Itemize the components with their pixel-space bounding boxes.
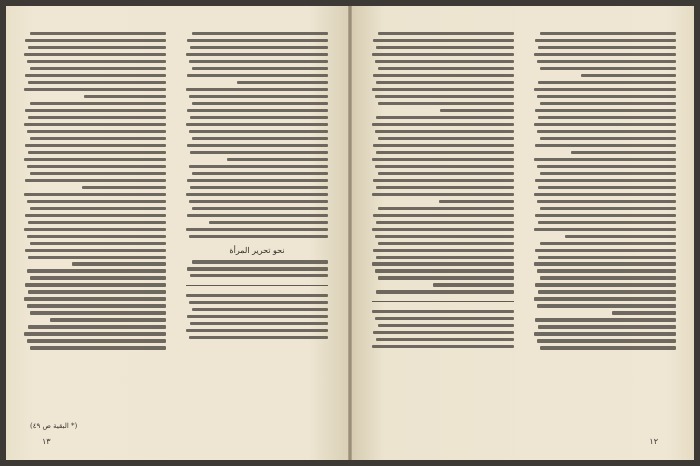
text-line [373, 214, 514, 217]
text-line [376, 290, 514, 293]
text-line [376, 338, 514, 341]
text-line [535, 39, 676, 42]
page-number-right: ١٢ [649, 437, 658, 446]
text-line [375, 60, 514, 63]
text-line [372, 88, 514, 91]
text-line [540, 137, 676, 140]
text-line [538, 81, 676, 84]
text-line [28, 325, 166, 328]
text-line [538, 46, 676, 49]
text-line [72, 262, 166, 265]
text-line [27, 339, 166, 342]
footnote-rule [372, 301, 514, 302]
text-line [237, 81, 328, 84]
text-line [50, 318, 166, 321]
text-line [186, 329, 328, 332]
text-line [537, 200, 676, 203]
book-gutter [348, 6, 352, 460]
text-line [534, 262, 676, 265]
text-line [30, 102, 166, 105]
text-line [27, 235, 166, 238]
text-line [192, 67, 328, 70]
text-line [28, 151, 166, 154]
text-line [373, 249, 514, 252]
book-spread [6, 6, 694, 460]
text-line [27, 130, 166, 133]
text-line [192, 260, 328, 263]
text-line [192, 32, 328, 35]
text-line [186, 88, 328, 91]
text-line [192, 137, 328, 140]
text-line [540, 67, 676, 70]
text-line [186, 53, 328, 56]
text-line [534, 53, 676, 56]
text-line [190, 274, 328, 277]
text-line [187, 267, 328, 270]
text-line [30, 346, 166, 349]
text-line [189, 60, 328, 63]
text-line [30, 137, 166, 140]
text-line [189, 235, 328, 238]
text-line [439, 200, 514, 203]
text-line [25, 144, 166, 147]
text-line [540, 242, 676, 245]
text-line [373, 331, 514, 334]
text-line [538, 221, 676, 224]
text-line [27, 60, 166, 63]
text-line [373, 179, 514, 182]
text-line [25, 179, 166, 182]
text-line [27, 200, 166, 203]
text-line [571, 151, 676, 154]
left-page-column-left [24, 32, 166, 420]
text-line [28, 290, 166, 293]
text-line [535, 179, 676, 182]
text-line [372, 262, 514, 265]
text-line [30, 207, 166, 210]
text-line [82, 186, 166, 189]
text-line [27, 269, 166, 272]
text-line [189, 200, 328, 203]
text-line [373, 39, 514, 42]
text-line [537, 95, 676, 98]
section-heading: نحو تحرير المرأة [229, 245, 285, 255]
text-line [28, 256, 166, 259]
text-line [209, 221, 328, 224]
text-line [24, 158, 166, 161]
text-line [25, 249, 166, 252]
text-line [24, 193, 166, 196]
text-line [24, 123, 166, 126]
text-line [190, 322, 328, 325]
text-line [534, 88, 676, 91]
text-line [372, 123, 514, 126]
page-number-left: ١٣ [42, 437, 51, 446]
text-line [24, 297, 166, 300]
text-line [25, 283, 166, 286]
text-line [565, 235, 676, 238]
text-line [535, 109, 676, 112]
text-line [192, 102, 328, 105]
text-line [378, 242, 514, 245]
text-line [375, 317, 514, 320]
text-line [378, 137, 514, 140]
text-line [375, 165, 514, 168]
text-line [186, 193, 328, 196]
text-line [376, 46, 514, 49]
text-line [190, 116, 328, 119]
right-page-column-right [534, 32, 676, 420]
text-line [378, 102, 514, 105]
text-line [187, 315, 328, 318]
text-line [28, 221, 166, 224]
text-line [187, 179, 328, 182]
text-line [24, 228, 166, 231]
text-line [25, 214, 166, 217]
footnote-marker: (* البقية ص ٤٩) [30, 422, 78, 430]
text-line [535, 318, 676, 321]
text-line [376, 81, 514, 84]
text-line [190, 46, 328, 49]
text-line [581, 74, 676, 77]
text-line [30, 242, 166, 245]
footnote-rule [186, 285, 328, 286]
text-line [192, 207, 328, 210]
text-line [190, 151, 328, 154]
text-line [372, 193, 514, 196]
text-line [28, 81, 166, 84]
text-line [27, 304, 166, 307]
text-line [378, 276, 514, 279]
right-page-column-left [372, 32, 514, 420]
text-line [189, 130, 328, 133]
text-line [30, 32, 166, 35]
text-line [187, 144, 328, 147]
text-line [190, 186, 328, 189]
text-line [27, 165, 166, 168]
text-line [30, 172, 166, 175]
text-line [433, 283, 514, 286]
text-line [440, 109, 514, 112]
text-line [25, 74, 166, 77]
text-line [378, 67, 514, 70]
text-line [375, 269, 514, 272]
text-line [187, 214, 328, 217]
text-line [535, 249, 676, 252]
text-line [378, 32, 514, 35]
text-line [540, 276, 676, 279]
text-line [372, 345, 514, 348]
text-line [373, 74, 514, 77]
text-line [28, 116, 166, 119]
text-line [189, 95, 328, 98]
text-line [186, 294, 328, 297]
text-line [538, 290, 676, 293]
text-line [24, 332, 166, 335]
text-line [30, 311, 166, 314]
text-line [187, 39, 328, 42]
text-line [25, 39, 166, 42]
text-line [192, 172, 328, 175]
text-line [84, 95, 166, 98]
text-line [540, 346, 676, 349]
text-line [376, 116, 514, 119]
text-line [378, 324, 514, 327]
text-line [534, 228, 676, 231]
text-line [537, 130, 676, 133]
text-line [540, 102, 676, 105]
text-line [227, 158, 328, 161]
text-line [534, 158, 676, 161]
text-line [538, 186, 676, 189]
text-line [25, 109, 166, 112]
text-line [376, 256, 514, 259]
text-line [378, 207, 514, 210]
text-line [187, 74, 328, 77]
text-line [189, 336, 328, 339]
text-line [537, 165, 676, 168]
text-line [30, 67, 166, 70]
left-page-column-right [186, 32, 328, 420]
left-page [6, 6, 350, 460]
text-line [535, 214, 676, 217]
text-line [372, 310, 514, 313]
text-line [24, 53, 166, 56]
right-page [350, 6, 694, 460]
text-line [375, 130, 514, 133]
text-line [538, 256, 676, 259]
text-line [378, 172, 514, 175]
text-line [538, 325, 676, 328]
text-line [372, 228, 514, 231]
text-line [186, 228, 328, 231]
text-line [24, 88, 166, 91]
text-line [612, 311, 676, 314]
text-line [373, 144, 514, 147]
text-line [372, 53, 514, 56]
text-line [375, 235, 514, 238]
text-line [535, 283, 676, 286]
text-line [186, 123, 328, 126]
text-line [534, 297, 676, 300]
text-line [537, 339, 676, 342]
text-line [192, 308, 328, 311]
text-line [376, 186, 514, 189]
text-line [376, 221, 514, 224]
text-line [537, 269, 676, 272]
text-line [537, 304, 676, 307]
text-line [534, 123, 676, 126]
text-line [189, 301, 328, 304]
text-line [535, 144, 676, 147]
text-line [540, 32, 676, 35]
text-line [538, 116, 676, 119]
text-line [28, 46, 166, 49]
text-line [187, 109, 328, 112]
text-line [534, 193, 676, 196]
text-line [375, 95, 514, 98]
text-line [537, 60, 676, 63]
text-line [376, 151, 514, 154]
text-line [372, 158, 514, 161]
text-line [540, 172, 676, 175]
text-line [189, 165, 328, 168]
text-line [30, 276, 166, 279]
text-line [534, 332, 676, 335]
text-line [540, 207, 676, 210]
